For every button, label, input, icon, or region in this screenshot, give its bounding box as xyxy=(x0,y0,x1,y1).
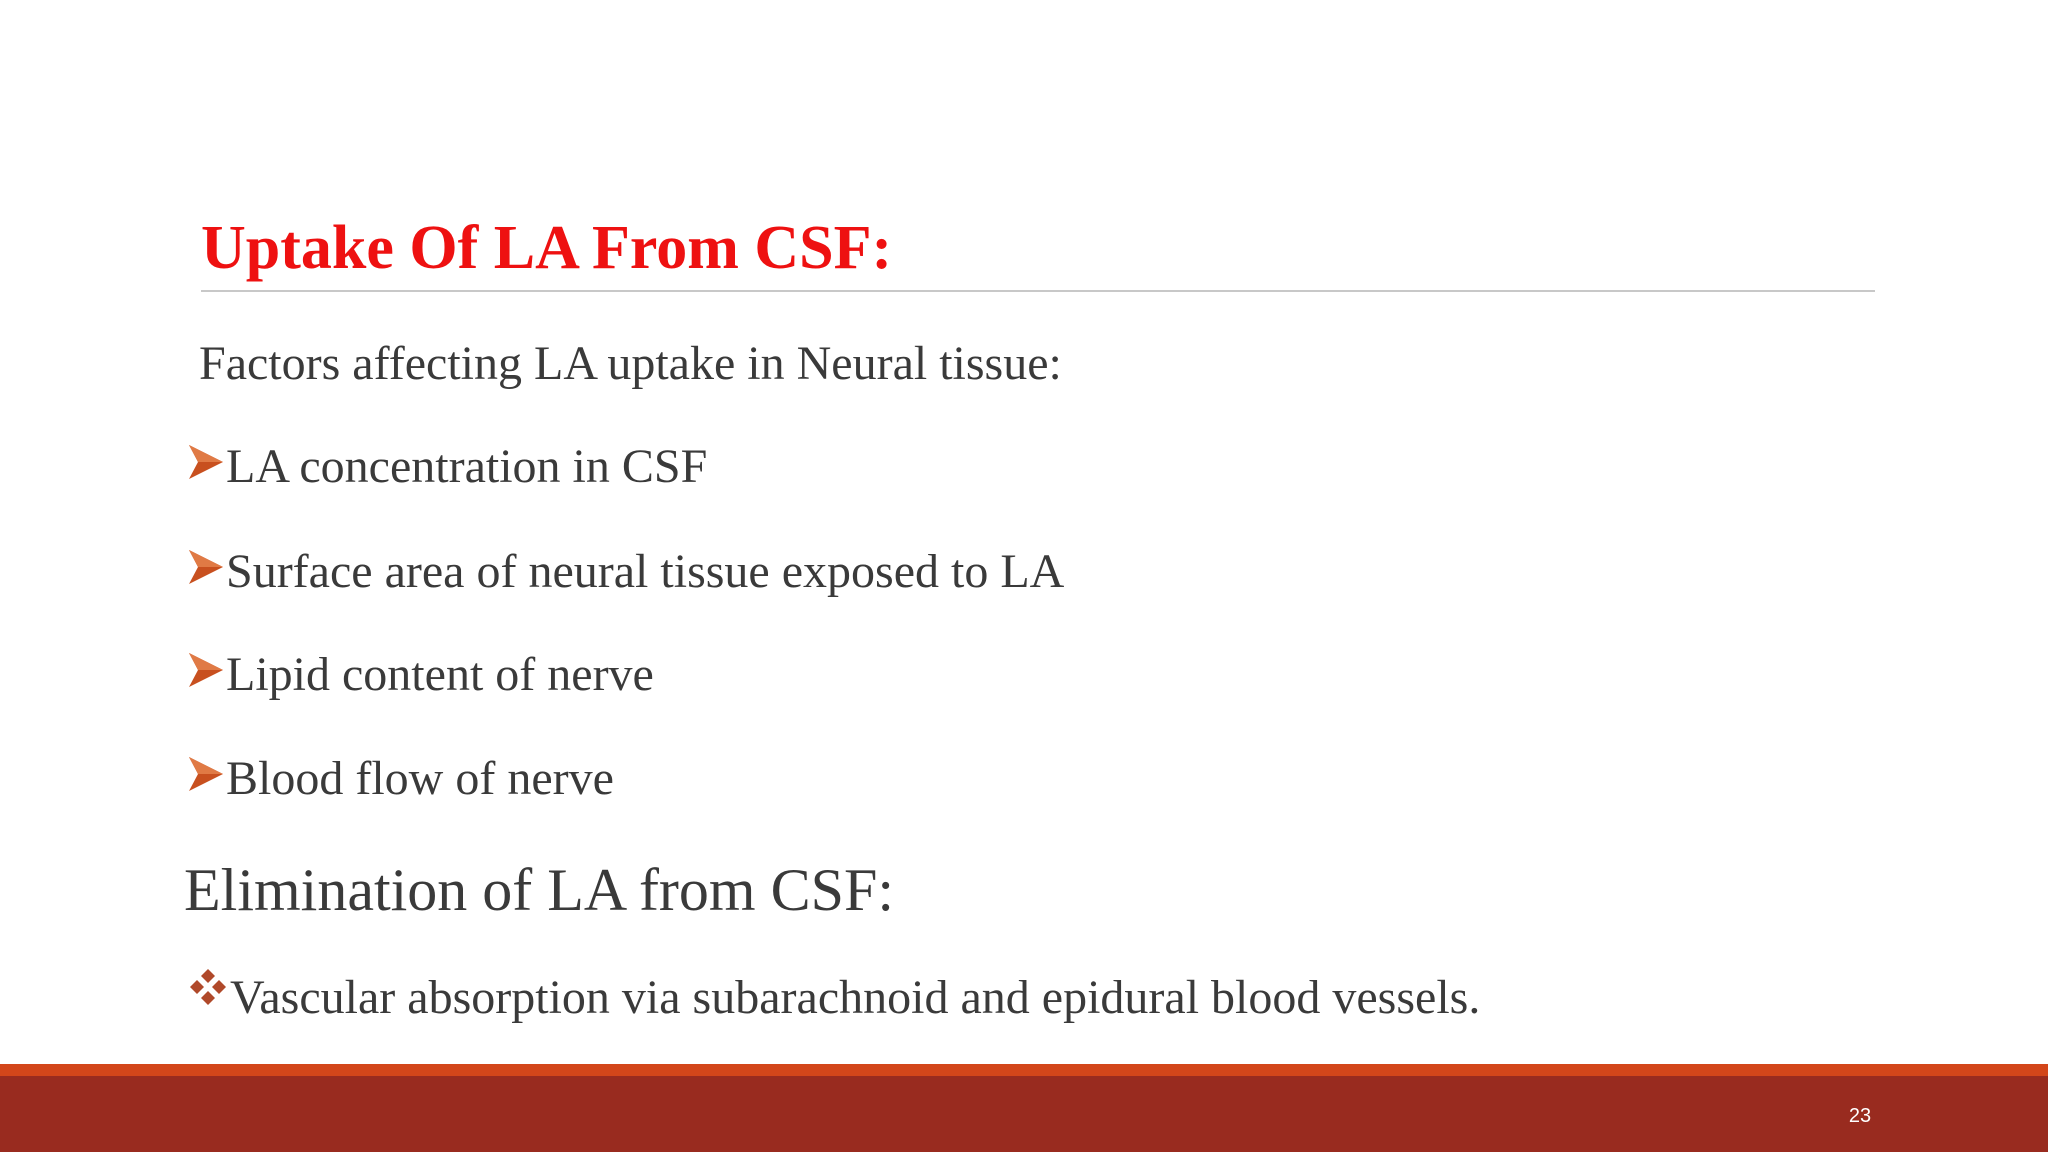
slide-title: Uptake Of LA From CSF: xyxy=(201,214,893,282)
list-item-text: Blood flow of nerve xyxy=(226,752,614,805)
list-item xyxy=(186,747,614,811)
arrow-bullet-icon xyxy=(186,650,226,690)
list-item xyxy=(186,643,654,707)
arrow-bullet-icon xyxy=(186,442,226,482)
title-divider xyxy=(201,290,1875,292)
list-item xyxy=(186,435,707,499)
diamond-bullet-icon xyxy=(188,967,228,1007)
footer-bar xyxy=(0,1076,2048,1152)
elimination-heading: Elimination of LA from CSF: xyxy=(184,857,895,923)
list-item xyxy=(186,540,1064,604)
list-item-text: LA concentration in CSF xyxy=(226,440,708,493)
page-number: 23 xyxy=(1848,1105,1872,1127)
list-item-text: Surface area of neural tissue exposed to LA xyxy=(226,545,1065,598)
intro-text: Factors affecting LA uptake in Neural tissue: xyxy=(199,337,1062,390)
arrow-bullet-icon xyxy=(186,547,226,587)
footer-accent-stripe xyxy=(0,1064,2048,1076)
list-item-text: Vascular absorption via subarachnoid and epidural blood vessels. xyxy=(230,971,1481,1024)
list-item-text: Lipid content of nerve xyxy=(226,648,654,701)
arrow-bullet-icon xyxy=(186,754,226,794)
list-item xyxy=(188,966,1480,1030)
